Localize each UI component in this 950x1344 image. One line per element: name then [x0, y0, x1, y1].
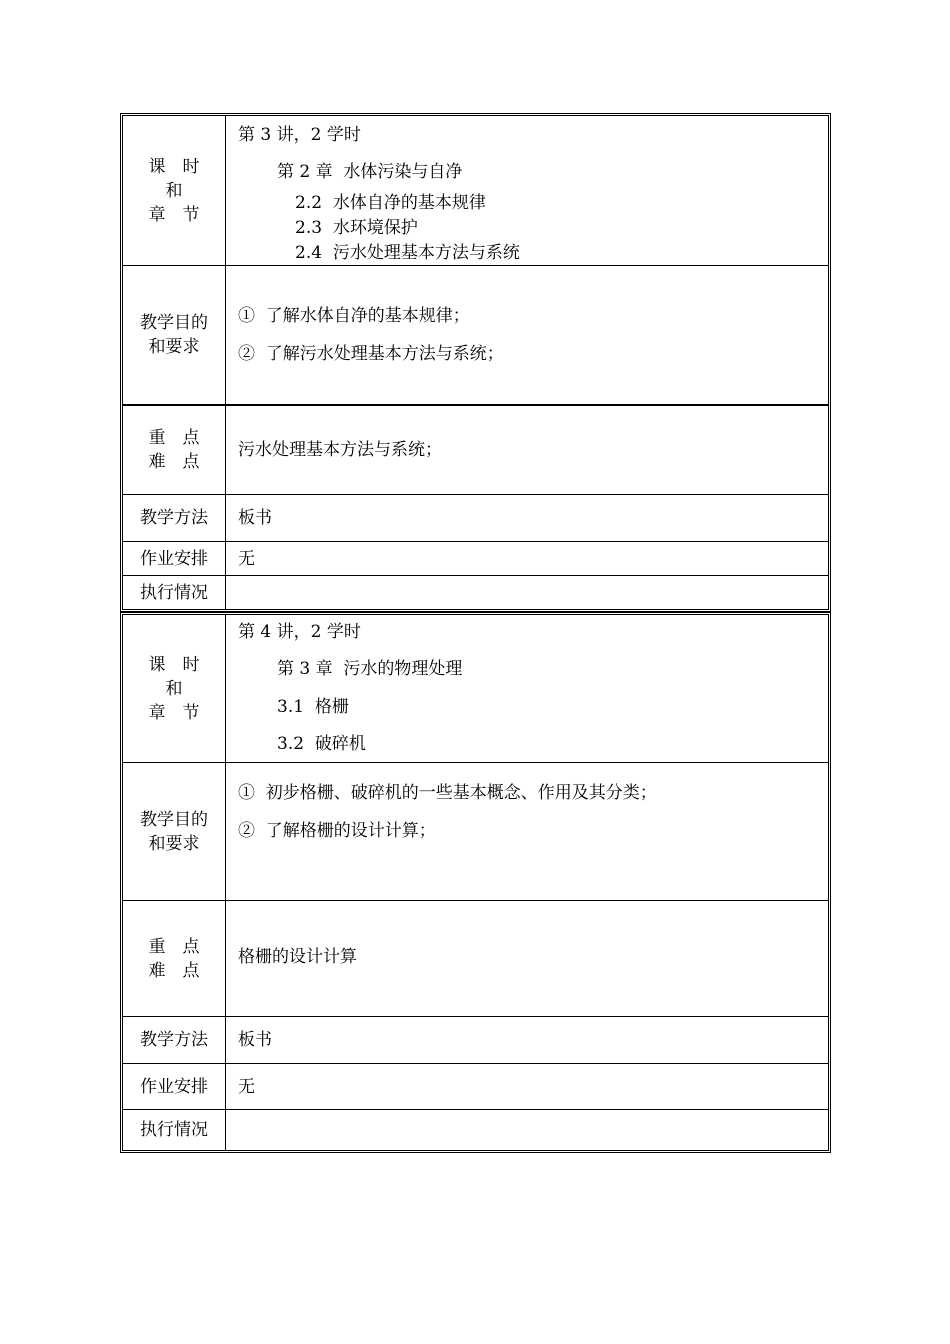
key-points-text: 格栅的设计计算 — [238, 947, 357, 967]
homework-text: 无 — [238, 1076, 255, 1097]
schedule-content — [226, 615, 828, 762]
schedule-content — [226, 116, 828, 265]
objective-item: ① 了解水体自净的基本规律； — [238, 306, 470, 326]
method-label: 教学方法 — [123, 495, 226, 541]
objective-item: ② 了解污水处理基本方法与系统； — [238, 344, 504, 364]
key-points-text: 污水处理基本方法与系统； — [238, 440, 442, 460]
schedule-label: 课 时 和 章 节 — [123, 116, 226, 265]
section-line: 2.4 污水处理基本方法与系统 — [295, 243, 520, 263]
execution-content — [226, 1110, 828, 1150]
objectives-content — [226, 763, 828, 900]
homework-content — [226, 1064, 828, 1109]
execution-label: 执行情况 — [123, 1110, 226, 1150]
objectives-label: 教学目的 和要求 — [123, 763, 226, 900]
execution-row — [123, 575, 828, 609]
homework-label: 作业安排 — [123, 1064, 226, 1109]
homework-label: 作业安排 — [123, 542, 226, 575]
lesson-table-2 — [120, 612, 831, 1153]
homework-text: 无 — [238, 548, 255, 569]
lesson-table-1 — [120, 113, 831, 612]
section-line: 2.3 水环境保护 — [295, 218, 418, 238]
method-row — [123, 494, 828, 541]
homework-row — [123, 1063, 828, 1109]
key-points-row — [123, 404, 828, 494]
method-content — [226, 495, 828, 541]
method-text: 板书 — [238, 508, 272, 528]
lecture-line: 第 4 讲，2 学时 — [238, 622, 361, 642]
method-content — [226, 1017, 828, 1063]
execution-content — [226, 576, 828, 609]
objectives-label: 教学目的 和要求 — [123, 266, 226, 404]
section-line: 2.2 水体自净的基本规律 — [295, 193, 486, 213]
objective-item: ① 初步格栅、破碎机的一些基本概念、作用及其分类； — [238, 783, 657, 803]
lecture-line: 第 3 讲，2 学时 — [238, 125, 361, 145]
schedule-row — [123, 116, 828, 265]
objective-item: ② 了解格栅的设计计算； — [238, 821, 436, 841]
method-text: 板书 — [238, 1030, 272, 1050]
homework-row — [123, 541, 828, 575]
chapter-line: 第 2 章 水体污染与自净 — [277, 162, 463, 182]
key-points-label: 重 点 难 点 — [123, 406, 226, 494]
section-line: 3.1 格栅 — [277, 697, 349, 717]
objectives-content — [226, 266, 828, 404]
schedule-row — [123, 615, 828, 762]
method-row — [123, 1016, 828, 1063]
key-points-row — [123, 900, 828, 1016]
method-label: 教学方法 — [123, 1017, 226, 1063]
objectives-row — [123, 762, 828, 900]
objectives-row — [123, 265, 828, 404]
section-line: 3.2 破碎机 — [277, 734, 366, 754]
key-points-content — [226, 406, 828, 494]
execution-row — [123, 1109, 828, 1150]
execution-label: 执行情况 — [123, 576, 226, 609]
schedule-label: 课 时 和 章 节 — [123, 615, 226, 762]
chapter-line: 第 3 章 污水的物理处理 — [277, 659, 463, 679]
key-points-label: 重 点 难 点 — [123, 901, 226, 1016]
key-points-content — [226, 901, 828, 1016]
homework-content — [226, 542, 828, 575]
